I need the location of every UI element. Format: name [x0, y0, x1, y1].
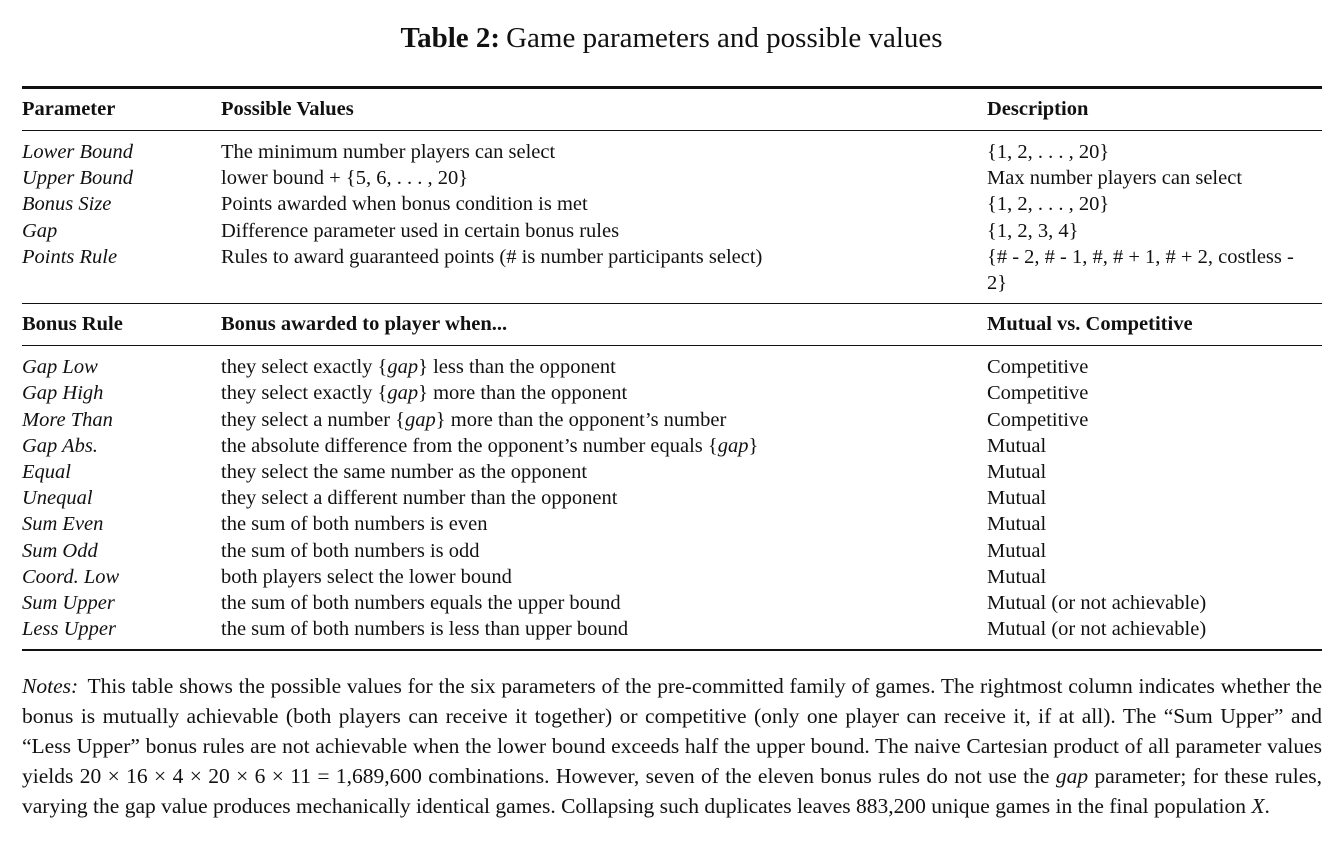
notes-gap-term: gap [1055, 764, 1089, 788]
parameter-name: Lower Bound [22, 141, 134, 163]
bonus-rule-name: Gap High [22, 382, 104, 405]
parameter-name: Points Rule [22, 245, 118, 268]
gap-term: gap [405, 408, 436, 431]
table-row [22, 346, 1322, 380]
bonus-rule-name: Unequal [22, 487, 93, 510]
condition-text: the sum of both numbers is odd [221, 539, 480, 562]
table-row [22, 218, 1322, 244]
gap-term: gap [717, 434, 749, 457]
table-row [22, 485, 1322, 511]
bonus-rule-name: Coord. Low [22, 565, 120, 588]
bonus-rule-type: Mutual (or not achievable) [987, 618, 1207, 641]
header-cell: Bonus awarded to player when... [221, 313, 508, 336]
header-cell: Mutual vs. Competitive [987, 313, 1193, 336]
notes-text-cont: parameter; for these rules, varying the gap value produces mechanically identical games. Collapsing such duplicates leaves 883,200 unique games in the final population [22, 764, 1322, 818]
parameter-description: Max number players can select [987, 167, 1243, 190]
parameter-possible-values: lower bound + {5, 6, . . . , 20} [221, 167, 469, 190]
gap-term: gap [387, 382, 419, 405]
parameter-description: {1, 2, . . . , 20} [987, 141, 1110, 163]
bonus-rule-name: Sum Upper [22, 592, 115, 615]
condition-text: they select a different number than the opponent [221, 487, 618, 510]
condition-text: the absolute difference from the opponent’s number equals { [221, 434, 718, 457]
parameter-possible-values: Points awarded when bonus condition is met [221, 193, 588, 216]
table-row [22, 564, 1322, 590]
bonus-rule-condition [221, 407, 987, 433]
table-row [22, 380, 1322, 406]
table-notes [22, 671, 1322, 821]
caption-text: Game parameters and possible values [506, 22, 943, 54]
parameters-table [22, 86, 1322, 651]
condition-text: they select the same number as the opponent [221, 461, 588, 484]
bonus-rule-condition [221, 538, 987, 564]
bonus-rule-condition [221, 380, 987, 406]
notes-variable: X [1251, 794, 1265, 818]
bonus-rule-condition [221, 616, 987, 650]
table-row [22, 511, 1322, 537]
condition-text-cont: } less than the opponent [418, 356, 616, 379]
table-row [22, 616, 1322, 650]
bonus-rule-type: Mutual [987, 461, 1047, 484]
header-cell: Possible Values [221, 98, 354, 120]
table-row [22, 131, 1322, 165]
parameter-possible-values: The minimum number players can select [221, 141, 556, 163]
bonus-rule-type: Competitive [987, 408, 1089, 431]
bonus-rule-condition [221, 433, 987, 459]
table-row [22, 165, 1322, 191]
bonus-rule-type: Mutual [987, 565, 1047, 588]
bonus-rule-condition [221, 346, 987, 380]
bonus-header-row [22, 304, 1322, 346]
bonus-rule-name: Sum Even [22, 513, 104, 536]
table-row [22, 459, 1322, 485]
caption-label: Table 2: [400, 22, 501, 54]
bonus-rule-name: More Than [22, 408, 113, 431]
bonus-rule-type: Mutual [987, 513, 1047, 536]
condition-text: the sum of both numbers equals the upper bound [221, 592, 621, 615]
parameters-header-row [22, 89, 1322, 131]
bonus-rule-condition [221, 564, 987, 590]
bonus-rule-name: Gap Low [22, 356, 98, 379]
bonus-rule-type: Competitive [987, 382, 1089, 405]
parameter-name: Bonus Size [22, 193, 112, 216]
table-row [22, 244, 1322, 304]
bonus-rule-type: Mutual (or not achievable) [987, 592, 1207, 615]
condition-text-cont: } [748, 434, 759, 457]
condition-text: the sum of both numbers is less than upper bound [221, 618, 629, 641]
parameter-name: Upper Bound [22, 167, 134, 190]
parameter-possible-values: Rules to award guaranteed points (# is number participants select) [221, 245, 763, 268]
bonus-rule-type: Mutual [987, 434, 1047, 457]
parameter-possible-values: Difference parameter used in certain bonus rules [221, 219, 620, 242]
bonus-rule-type: Mutual [987, 487, 1047, 510]
condition-text: the sum of both numbers is even [221, 513, 488, 536]
table-row [22, 433, 1322, 459]
bonus-rule-name: Equal [22, 461, 71, 484]
notes-label: Notes: [22, 674, 79, 698]
table-caption [0, 20, 1343, 56]
bonus-rule-condition [221, 485, 987, 511]
bonus-rule-condition [221, 459, 987, 485]
notes-text: This table shows the possible values for the six parameters of the pre-committed family of games. The rightmost column indicates whether the bonus is mutually achievable (both players can receive it together) or competitive (only one player can receive it, if at all). The “Sum Upper” and “Less Upper” bonus rules are not achievable when the lower bound exceeds half the upper bound. The naive Cartesian product of all parameter values yields 20 × 16 × 4 × 20 × 6 × 11 = 1,689,600 combinations. However, seven of the eleven bonus rules do not use the [22, 674, 1322, 788]
condition-text-cont: } more than the opponent’s number [435, 408, 727, 431]
header-cell: Bonus Rule [22, 313, 123, 336]
condition-text: they select a number { [221, 408, 406, 431]
notes-text-end: . [1264, 794, 1270, 818]
table-row [22, 407, 1322, 433]
header-cell: Parameter [22, 98, 116, 120]
table-row [22, 538, 1322, 564]
gap-term: gap [387, 356, 419, 379]
parameter-name: Gap [22, 219, 58, 242]
condition-text-cont: } more than the opponent [418, 382, 628, 405]
bonus-rule-type: Mutual [987, 539, 1047, 562]
bonus-rule-condition [221, 511, 987, 537]
parameter-description: {1, 2, . . . , 20} [987, 193, 1110, 216]
bonus-rule-condition [221, 590, 987, 616]
header-cell: Description [987, 98, 1089, 120]
bonus-rule-name: Gap Abs. [22, 434, 98, 457]
parameter-description: {# - 2, # - 1, #, # + 1, # + 2, costless - 2} [987, 245, 1294, 295]
bonus-rule-type: Competitive [987, 356, 1089, 379]
table-row [22, 590, 1322, 616]
parameter-description: {1, 2, 3, 4} [987, 219, 1079, 242]
condition-text: they select exactly { [221, 356, 388, 379]
bonus-rule-name: Sum Odd [22, 539, 98, 562]
condition-text: both players select the lower bound [221, 565, 512, 588]
table-row [22, 191, 1322, 217]
bonus-rule-name: Less Upper [22, 618, 116, 641]
condition-text: they select exactly { [221, 382, 388, 405]
